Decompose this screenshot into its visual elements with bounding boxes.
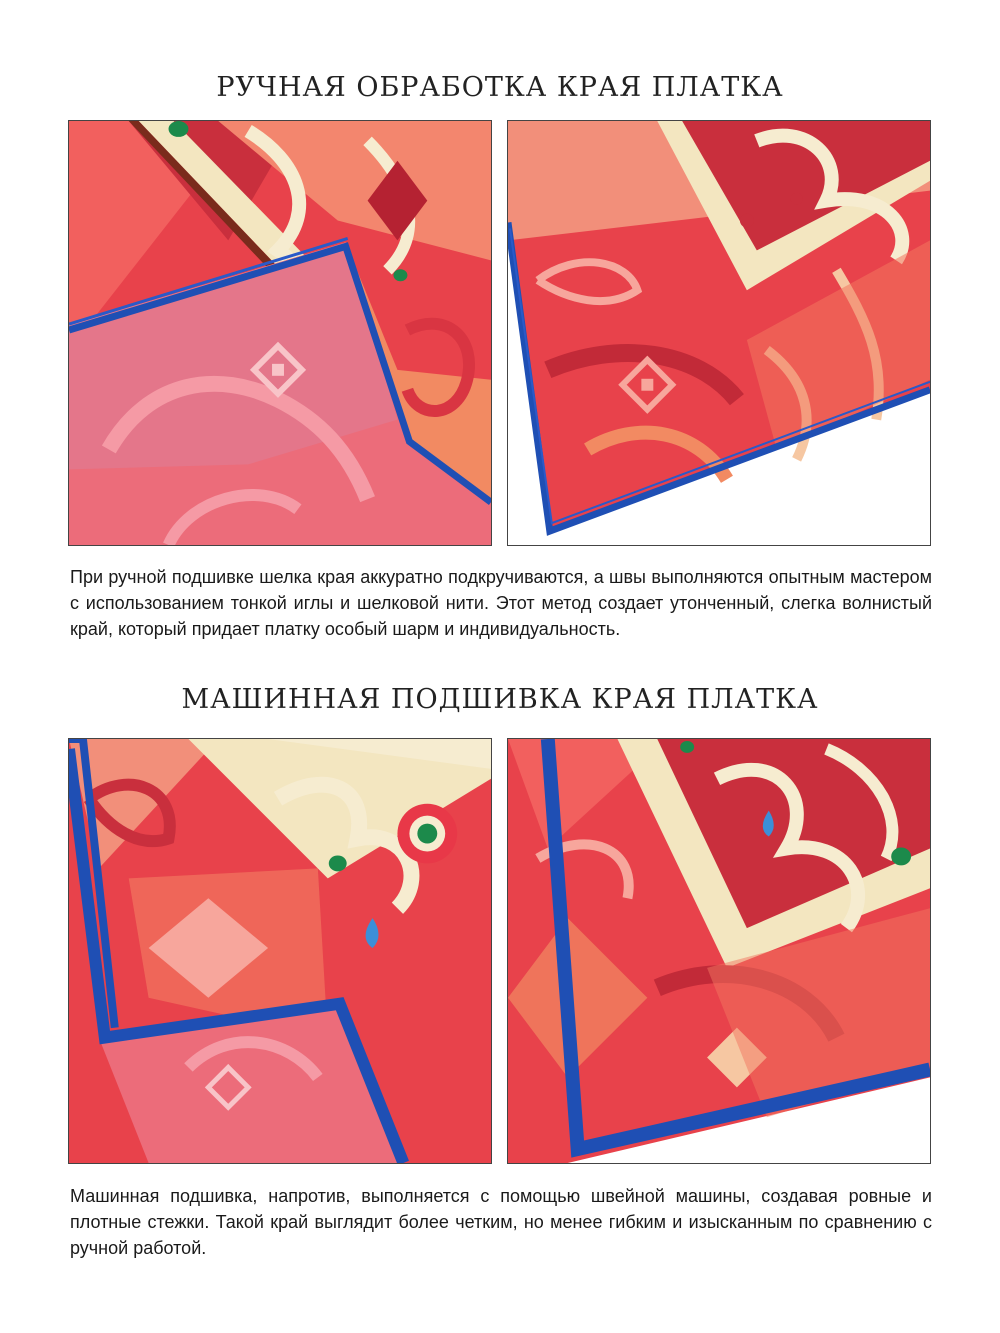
photo-machine-hem-corner bbox=[507, 738, 931, 1164]
silk-scarf-image bbox=[69, 121, 491, 545]
silk-scarf-image bbox=[508, 121, 930, 545]
silk-scarf-image bbox=[69, 739, 491, 1163]
photo-hand-rolled-corner bbox=[507, 120, 931, 546]
section-heading-machine-hem: МАШИННАЯ ПОДШИВКА КРАЯ ПЛАТКА bbox=[181, 684, 819, 715]
paragraph-hand-rolled: При ручной подшивке шелка края аккуратно подкручиваются, а швы выполняются опытным мастером с использованием тонкой иглы и шелковой нити. Этот метод создает утонченный, слегка волнистый край, который придает платку особый шарм и индивидуальность. bbox=[70, 567, 932, 639]
photo-machine-hem-folded-corner bbox=[68, 738, 492, 1164]
silk-scarf-image bbox=[508, 739, 930, 1163]
photo-hand-rolled-folded-corner bbox=[68, 120, 492, 546]
section-heading-hand-rolled: РУЧНАЯ ОБРАБОТКА КРАЯ ПЛАТКА bbox=[216, 72, 784, 103]
paragraph-machine-hem: Машинная подшивка, напротив, выполняется с помощью швейной машины, создавая ровные и плотные стежки. Такой край выглядит более четким, но менее гибким и изысканным по сравнению с ручной работой. bbox=[70, 1186, 932, 1258]
